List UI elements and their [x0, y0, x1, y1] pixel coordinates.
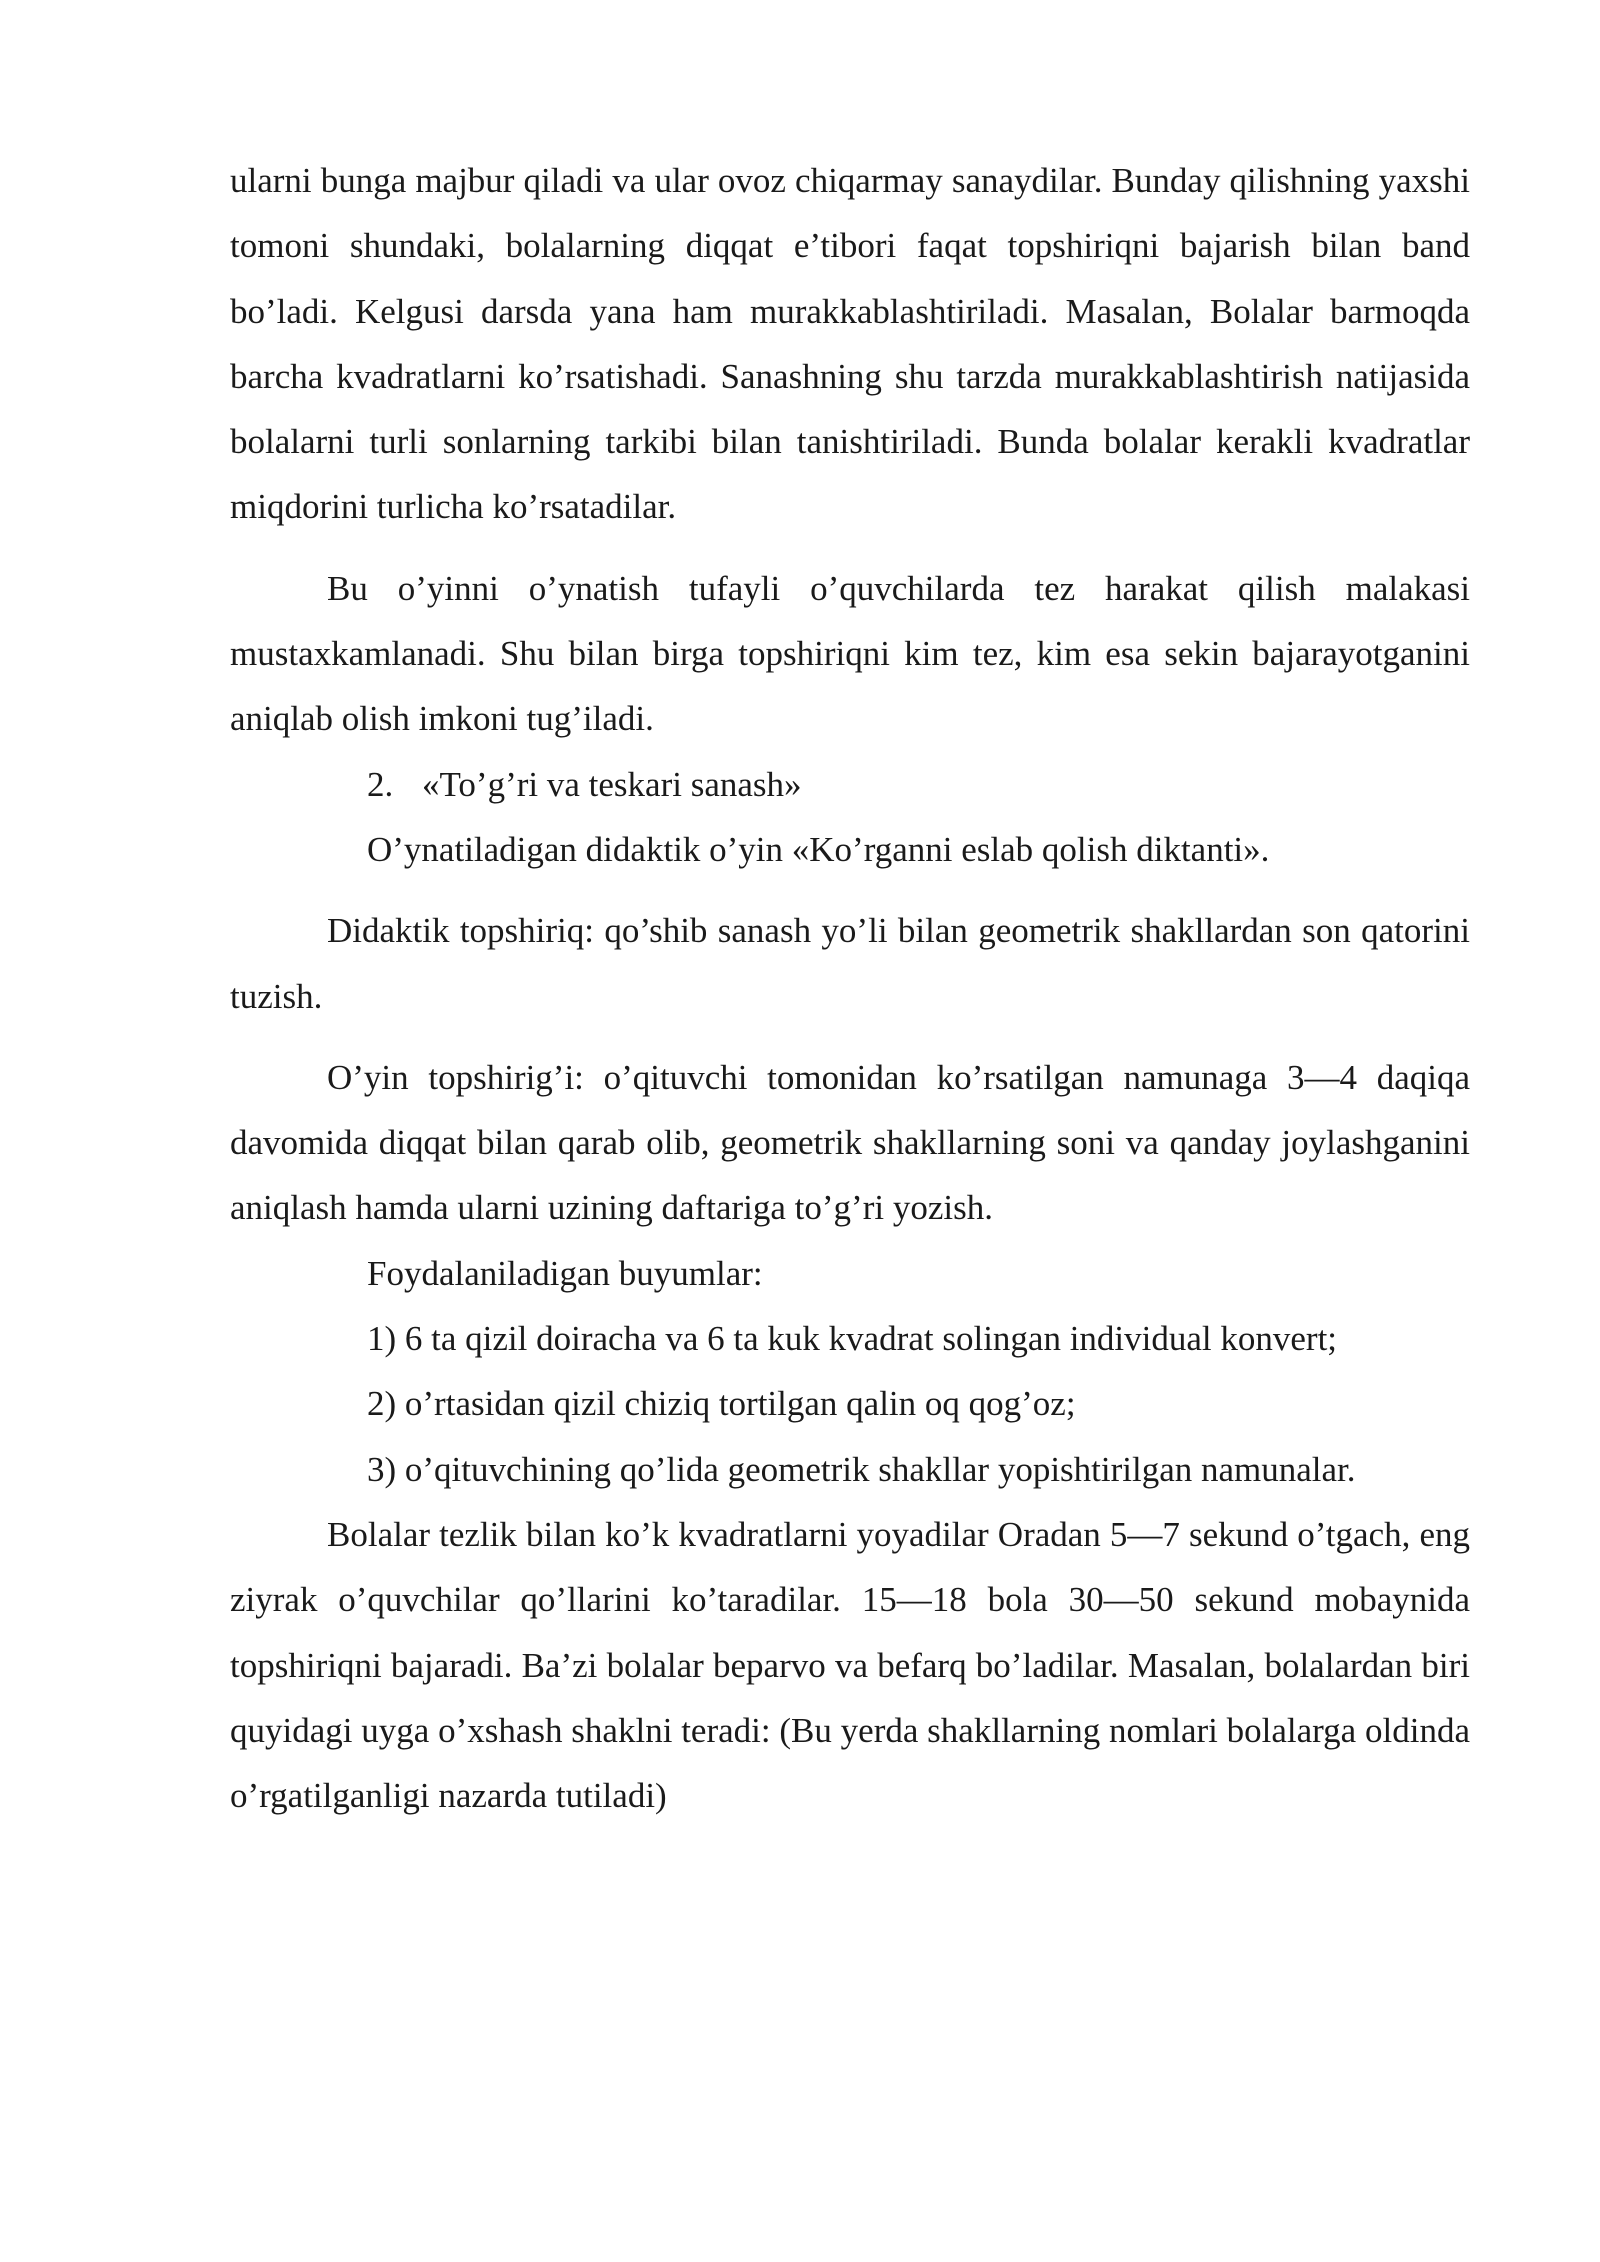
paragraph-didactic-task: Didaktik topshiriq: qo’shib sanash yo’li bilan geometrik shakllardan son qatorini tuzish. [230, 911, 1470, 1016]
paragraph-game-task: O’yin topshirig’i: o’qituvchi tomonidan ko’rsatilgan namunaga 3—4 daqiqa davomida diqqat bilan qarab olib, geometrik shakllarning soni va qanday joylashganini aniqlash hamda ularni uzining daftariga to’g’ri yozish. [230, 1057, 1470, 1228]
list-title: «To’g’ri va teskari sanash» [422, 764, 802, 804]
list-number: 2. [367, 764, 394, 804]
game-name-line: O’ynatiladigan didaktik o’yin «Ko’rganni eslab qolish diktanti». [367, 829, 1270, 869]
paragraph-intro: ularni bunga majbur qiladi va ular ovoz chiqarmay sanaydilar. Bunday qilishning yaxshi tomoni shundaki, bolalarning diqqat e’tibori faqat topshiriqni bajarish bilan band bo’ladi. Kelgusi darsda yana ham murakkablashtiriladi. Masalan, Bolalar barmoqda barcha kvadratlarni ko’rsatishadi. Sanashning shu tarzda murakkablashtirish natijasida bolalarni turli sonlarning tarkibi bilan tanishtiriladi. Bunda bolalar kerakli kvadratlar miqdorini turlicha ko’rsatadilar. [230, 161, 1470, 527]
paragraph-final: Bolalar tezlik bilan ko’k kvadratlarni yoyadilar Oradan 5—7 sekund o’tgach, eng ziyrak o’quvchilar qo’llarini ko’taradilar. 15—18 bola 30—50 sekund mobaynida topshiriqni bajaradi. Ba’zi bolalar beparvo va befarq bo’ladilar. Masalan, bolalardan biri quyidagi uyga o’xshash shaklni teradi: (Bu yerda shakllarning nomlari bolalarga oldinda o’rgatilganligi nazarda tutiladi) [230, 1514, 1470, 1816]
materials-item-3: 3) o’qituvchining qo’lida geometrik shakllar yopishtirilgan namunalar. [367, 1449, 1356, 1489]
materials-item-1: 1) 6 ta qizil doiracha va 6 ta kuk kvadrat solingan individual konvert; [367, 1319, 1338, 1359]
document-page [230, 148, 1470, 1828]
list-heading [230, 752, 1470, 817]
paragraph-skill: Bu o’yinni o’ynatish tufayli o’quvchilarda tez harakat qilish malakasi mustaxkamlanadi. Shu bilan birga topshiriqni kim tez, kim esa sekin bajarayotganini aniqlab olish imkoni tug’iladi. [230, 568, 1470, 739]
materials-item-2: 2) o’rtasidan qizil chiziq tortilgan qalin oq qog’oz; [367, 1384, 1076, 1424]
materials-title: Foydalaniladigan buyumlar: [367, 1253, 763, 1293]
